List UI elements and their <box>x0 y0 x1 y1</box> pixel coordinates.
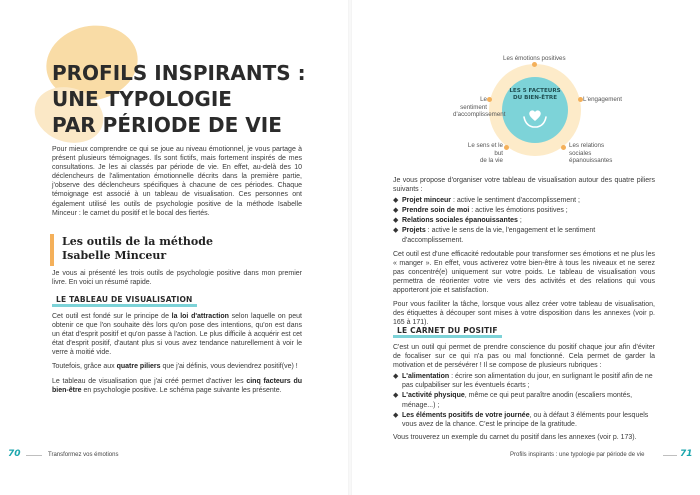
paragraph-exemple: Vous trouverez un exemple du carnet du positif dans les annexes (voir p. 173). <box>393 433 637 441</box>
list-item: ◆ L'activité physique, même ce qui peut paraître anodin (escaliers montés, ménage...) ; <box>393 392 633 409</box>
intro-paragraph: Pour mieux comprendre ce qui se joue au niveau émotionnel, je vous partage à présent plusieurs témoignages. Ils sont fictifs, mais fortement inspirés de mes consultations. Je les ai classés par période de vie. En effet, au-delà des 10 déclencheurs de l'alimentation émotionnelle décrits dans la première partie, j'observe des déclencheurs spécifiques à chacune de ces périodes. Chaque témoignage est associé à un tableau de visualisation. Ces personnes ont également utilisé les outils de psychologie positive de la méthode Isabelle Minceur : le carnet du positif et le bocal des fiertés. <box>52 146 302 217</box>
diagram-center-title: LES 5 FACTEURS DU BIEN-ÊTRE <box>509 88 561 101</box>
footer-rule <box>26 455 42 456</box>
carnet-body <box>393 343 655 447</box>
list-item: ◆ Relations sociales épanouissantes ; <box>393 217 522 225</box>
section-title-line: Isabelle Minceur <box>62 249 167 262</box>
ring-dot-bottom-right <box>561 145 566 150</box>
paragraph-quatre-piliers: Toutefois, grâce aux quatre piliers que j'ai définis, vous deviendrez positif(ve) ! <box>52 363 298 371</box>
label-engagement: L'engagement <box>583 96 623 103</box>
list-item: ◆ Les éléments positifs de votre journée, ou à défaut 3 éléments pour lesquels vous avez de la chance. C'est le principe de la gratitude. <box>393 411 649 428</box>
list-item: ◆ Projets : active le sens de la vie, l'engagement et le sentiment d'accomplissement. <box>393 227 596 244</box>
subheading-underline <box>393 335 502 338</box>
label-emotions-positives: Les émotions positives <box>503 55 566 62</box>
paragraph-efficacite: Cet outil est d'une efficacité redoutable pour transformer ses émotions et ne plus les « manger ». En effet, vous activerez votre bien-être à tous les niveaux et ne serez pas concentré(e) uniquement sur votre poids. Le tableau de visualisation vous permettra de réorienter votre vie vers des activités et des relations qui vous apporteront joie et satisfaction. <box>393 250 655 295</box>
page-number-right: 71 <box>680 449 693 459</box>
footer-title-right: Profils inspirants : une typologie par période de vie <box>510 452 645 458</box>
list-item: ◆ L'alimentation : écrire son alimentation du jour, en surlignant le positif afin de ne pas culpabiliser sur les éventuels écarts ; <box>393 373 653 390</box>
subheading-underline <box>52 304 197 307</box>
ring-dot-top <box>532 62 537 67</box>
list-item: ◆ Prendre soin de moi : active les émotions positives ; <box>393 207 568 215</box>
right-page-body <box>393 176 655 332</box>
page-number: 70 <box>8 449 21 459</box>
subheading-carnet: LE CARNET DU POSITIF <box>393 326 502 335</box>
bullet-diamond-icon: ◆ <box>393 217 399 225</box>
footer-title: Transformez vos émotions <box>48 452 119 458</box>
pillars-intro: Je vous propose d'organiser votre tableau de visualisation autour des quatre piliers suivants : <box>393 177 655 194</box>
bullet-diamond-icon: ◆ <box>393 392 399 400</box>
section-title-line: Les outils de la méthode <box>62 235 213 248</box>
bullet-diamond-icon: ◆ <box>393 197 399 205</box>
label-relations-sociales: Les relations sociales épanouissantes <box>569 142 613 164</box>
bullet-diamond-icon: ◆ <box>393 207 399 215</box>
bullet-diamond-icon: ◆ <box>393 411 399 419</box>
paragraph-loi-attraction: Cet outil est fondé sur le principe de la loi d'attraction selon laquelle on peut obtenir ce que l'on souhaite dès lors qu'on pose des intentions, qu'on est dans un état d'esprit positif et qu'on passe à l'action. Le plus difficile à acquérir est cet état d'esprit positif, d'autant plus si vous avez tendance naturellement à voir le verre à moitié vide. <box>52 313 302 357</box>
list-item: ◆ Projet minceur : active le sentiment d'accomplissement ; <box>393 197 580 205</box>
ring-dot-bottom-left <box>504 145 509 150</box>
paragraph-annexes: Pour vous faciliter la tâche, lorsque vous allez créer votre tableau de visualisation, des étiquettes à découper sont mises à votre disposition dans les annexes (voir p. 165 à 171). <box>393 301 655 327</box>
ring-dot-left <box>487 97 492 102</box>
title-line: UNE TYPOLOGIE <box>52 87 232 111</box>
page-title <box>52 60 306 138</box>
subheading-tableau: LE TABLEAU DE VISUALISATION <box>52 295 197 304</box>
footer-rule-right <box>663 455 677 456</box>
heading-accent-bar <box>50 234 54 266</box>
bullet-diamond-icon: ◆ <box>393 227 399 235</box>
bullet-diamond-icon: ◆ <box>393 373 399 381</box>
pillars-list <box>393 196 655 244</box>
five-factors-diagram <box>453 48 623 168</box>
heart-hands-icon <box>521 105 549 131</box>
title-line: PROFILS INSPIRANTS : <box>52 61 306 85</box>
label-sens-de-la-vie: Le sens et le but de la vie <box>467 142 503 164</box>
section-heading <box>50 234 250 266</box>
section-title <box>62 235 213 263</box>
rubriques-list <box>393 372 655 429</box>
label-accomplissement: Le sentiment d'accomplissement <box>453 96 506 118</box>
paragraph-carnet: C'est un outil qui permet de prendre conscience du positif chaque jour afin d'éviter de focaliser sur ce qui n'a pas ou mal fonctionné. Cela permet de garder la motivation et de persévérer ! Il se compose de plusieurs rubriques : <box>393 344 655 370</box>
section-intro: Je vous ai présenté les trois outils de psychologie positive dans mon premier livre. En voici un résumé rapide. <box>52 270 302 287</box>
paragraph-cinq-facteurs: Le tableau de visualisation que j'ai créé permet d'activer les cinq facteurs du bien-être en psychologie positive. Le schéma page suivante les présente. <box>52 377 302 394</box>
title-line: PAR PÉRIODE DE VIE <box>52 113 282 137</box>
